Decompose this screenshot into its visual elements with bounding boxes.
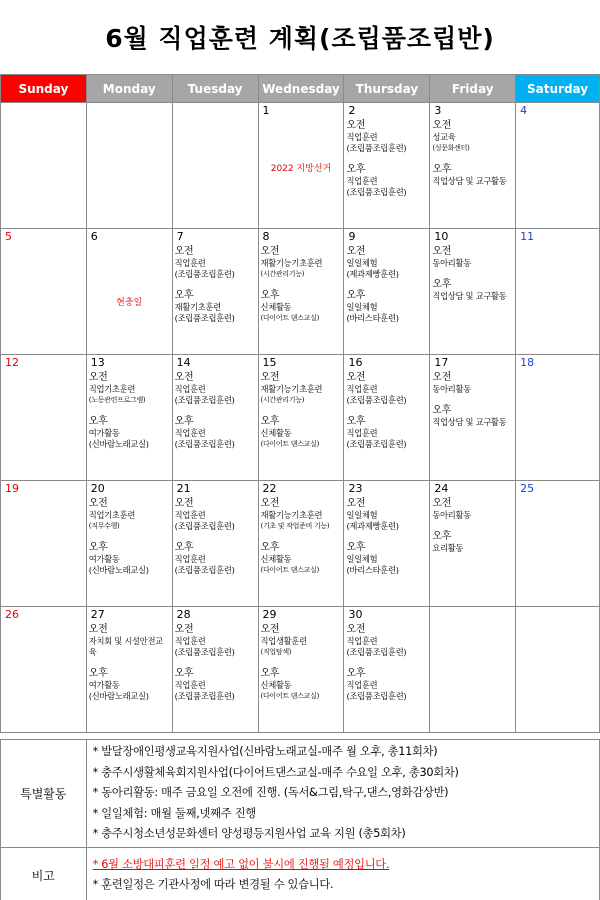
- pm-label: 오후: [88, 416, 108, 427]
- activity-text: 신체활동: [260, 302, 292, 312]
- day-number: 6: [90, 230, 98, 243]
- afternoon-schedule: [261, 532, 342, 576]
- activity-text: (조립품조립훈련): [346, 143, 407, 153]
- day-cell: [172, 103, 258, 229]
- day-cell: [172, 607, 258, 733]
- day-cell: [344, 229, 430, 355]
- day-cell: [258, 481, 344, 607]
- am-label: 오전: [346, 624, 366, 635]
- day-cell: [258, 607, 344, 733]
- activity-text: 직업훈련: [174, 384, 206, 394]
- activity-text: (바리스타훈련): [346, 565, 399, 575]
- activity-text: 재활기능기초훈련: [260, 384, 323, 394]
- am-label: 오전: [432, 246, 452, 257]
- special-activities-label: 특별활동: [1, 740, 87, 848]
- special-activities-list: [86, 740, 599, 848]
- activity-detail: (다이어트 댄스교실): [260, 314, 320, 322]
- week-row: [1, 103, 600, 229]
- activity-text: 직업훈련: [174, 680, 206, 690]
- day-cell: [172, 229, 258, 355]
- am-label: 오전: [260, 624, 280, 635]
- am-label: 오전: [260, 372, 280, 383]
- notes-label: 비고: [1, 847, 87, 900]
- afternoon-schedule: [432, 395, 513, 428]
- spacer: [346, 280, 427, 289]
- morning-schedule: [261, 497, 342, 532]
- calendar-body: [1, 103, 600, 733]
- spacer: [346, 532, 427, 541]
- am-label: 오전: [260, 246, 280, 257]
- activity-text: (바리스타훈련): [346, 313, 399, 323]
- activity-detail: (다이어트 댄스교실): [260, 692, 320, 700]
- calendar-table: [0, 74, 600, 733]
- day-cell: [430, 229, 516, 355]
- pm-label: 오후: [432, 405, 452, 416]
- day-number: 16: [348, 356, 363, 369]
- spacer: [89, 406, 170, 415]
- activity-text: 직업상담 및 교구활동: [432, 417, 507, 427]
- day-cell: [1, 481, 87, 607]
- pm-label: 오후: [346, 164, 366, 175]
- day-number: 24: [434, 482, 449, 495]
- activity-detail: (기초 및 작업준비 기능): [260, 522, 330, 530]
- activity-text: 신체활동: [260, 554, 292, 564]
- special-activity-line: * 발달장애인평생교육지원사업(신바람노래교실-매주 월 오후, 총11회차): [92, 745, 438, 758]
- am-label: 오전: [346, 372, 366, 383]
- activity-detail: (성문화센터): [432, 144, 470, 152]
- day-cell: [516, 103, 600, 229]
- spacer: [432, 521, 513, 530]
- activity-text: 직업상담 및 교구활동: [432, 291, 507, 301]
- afternoon-schedule: [432, 521, 513, 554]
- spacer: [175, 532, 256, 541]
- day-cell: [516, 607, 600, 733]
- activity-text: 성교육: [432, 132, 456, 142]
- holiday-label: 2022 지방선거: [270, 164, 332, 174]
- day-number: 9: [348, 230, 356, 243]
- afternoon-schedule: [261, 658, 342, 702]
- morning-schedule: [432, 119, 513, 154]
- activity-text: (조립품조립훈련): [174, 439, 235, 449]
- pm-label: 오후: [346, 668, 366, 679]
- activity-detail: (시간관리기능): [260, 270, 305, 278]
- day-cell: [1, 229, 87, 355]
- weekday-header-thursday: Thursday: [344, 75, 430, 103]
- activity-text: 여가활동: [88, 680, 120, 690]
- activity-text: 일일체험: [346, 258, 378, 268]
- am-label: 오전: [174, 372, 194, 383]
- morning-schedule: [261, 245, 342, 280]
- day-number: 19: [5, 482, 19, 495]
- activity-text: 자치회 및 시설안전교육: [88, 636, 163, 657]
- spacer: [432, 269, 513, 278]
- day-cell: [86, 481, 172, 607]
- week-row: [1, 607, 600, 733]
- activity-text: 직업생활훈련: [260, 636, 307, 646]
- day-cell: [172, 481, 258, 607]
- special-activity-line: * 일일체험: 매월 둘째,넷째주 진행: [92, 806, 256, 820]
- afternoon-schedule: [89, 406, 170, 450]
- activity-text: 직업훈련: [174, 428, 206, 438]
- day-number: 11: [520, 230, 535, 243]
- day-number: 29: [262, 608, 277, 621]
- morning-schedule: [89, 371, 170, 406]
- day-cell: [86, 103, 172, 229]
- activity-detail: (다이어트 댄스교실): [260, 440, 320, 448]
- special-activity-line: * 충주시청소년성문화센터 양성평등지원사업 교육 지원 (총5회차): [92, 827, 406, 840]
- activity-text: (조립품조립훈련): [346, 439, 407, 449]
- activity-text: 직업기초훈련: [88, 510, 136, 520]
- morning-schedule: [432, 371, 513, 395]
- week-row: [1, 481, 600, 607]
- activity-text: (조립품조립훈련): [174, 269, 235, 279]
- morning-schedule: [175, 371, 256, 406]
- day-cell: [1, 607, 87, 733]
- day-cell: [344, 607, 430, 733]
- day-number: 30: [348, 608, 363, 621]
- pm-label: 오후: [174, 416, 194, 427]
- day-cell: [430, 481, 516, 607]
- afternoon-schedule: [346, 532, 427, 576]
- day-number: 5: [5, 230, 12, 243]
- pm-label: 오후: [432, 279, 452, 290]
- pm-label: 오후: [174, 290, 194, 301]
- activity-text: 직업훈련: [346, 680, 378, 690]
- spacer: [346, 154, 427, 163]
- info-table: [0, 739, 600, 900]
- afternoon-schedule: [432, 154, 513, 187]
- day-number: 4: [520, 104, 528, 117]
- day-cell: [258, 103, 344, 229]
- day-number: 10: [434, 230, 449, 243]
- activity-text: (조립품조립훈련): [346, 691, 407, 701]
- weekday-header-friday: Friday: [430, 75, 516, 103]
- afternoon-schedule: [175, 406, 256, 450]
- am-label: 오전: [432, 120, 452, 131]
- day-number: 2: [348, 104, 356, 117]
- day-number: 8: [262, 230, 270, 243]
- day-number: [3, 104, 84, 119]
- activity-text: 신체활동: [260, 428, 292, 438]
- day-cell: [1, 355, 87, 481]
- spacer: [175, 658, 256, 667]
- afternoon-schedule: [175, 658, 256, 702]
- am-label: 오전: [88, 372, 108, 383]
- activity-text: 직업상담 및 교구활동: [432, 176, 507, 186]
- activity-text: (조립품조립훈련): [174, 395, 235, 405]
- activity-text: 동아리활동: [432, 510, 471, 520]
- activity-text: 일일체험: [346, 302, 378, 312]
- activity-text: (조립품조립훈련): [174, 313, 235, 323]
- activity-text: (조립품조립훈련): [174, 647, 235, 657]
- morning-schedule: [261, 623, 342, 658]
- spacer: [261, 280, 342, 289]
- day-cell: [516, 229, 600, 355]
- afternoon-schedule: [261, 406, 342, 450]
- morning-schedule: [432, 245, 513, 269]
- day-number: 26: [5, 608, 19, 621]
- day-cell: [516, 481, 600, 607]
- activity-text: 직업훈련: [174, 554, 206, 564]
- pm-label: 오후: [260, 416, 280, 427]
- day-number: 13: [90, 356, 105, 369]
- activity-text: 직업훈련: [174, 636, 206, 646]
- afternoon-schedule: [175, 280, 256, 324]
- weekday-header-wednesday: Wednesday: [258, 75, 344, 103]
- day-number: 17: [434, 356, 449, 369]
- day-cell: [86, 355, 172, 481]
- pm-label: 오후: [346, 542, 366, 553]
- activity-text: (조립품조립훈련): [346, 647, 407, 657]
- activity-text: 재활기능기초훈련: [260, 510, 323, 520]
- am-label: 오전: [260, 498, 280, 509]
- spacer: [175, 406, 256, 415]
- weekday-header-sunday: Sunday: [1, 75, 87, 103]
- spacer: [175, 280, 256, 289]
- spacer: [432, 154, 513, 163]
- activity-text: 직업훈련: [174, 510, 206, 520]
- day-number: 23: [348, 482, 363, 495]
- day-cell: [344, 481, 430, 607]
- activity-text: (신바람노래교실): [88, 691, 149, 701]
- afternoon-schedule: [89, 658, 170, 702]
- day-number: 1: [262, 104, 270, 117]
- activity-detail: (직업탐색): [260, 648, 292, 656]
- weekday-header-monday: Monday: [86, 75, 172, 103]
- day-cell: [516, 355, 600, 481]
- afternoon-schedule: [346, 406, 427, 450]
- morning-schedule: [346, 371, 427, 406]
- am-label: 오전: [88, 624, 108, 635]
- pm-label: 오후: [174, 542, 194, 553]
- day-number: 14: [176, 356, 191, 369]
- activity-text: 직업훈련: [346, 384, 378, 394]
- activity-text: 직업훈련: [346, 636, 378, 646]
- activity-text: (조립품조립훈련): [174, 521, 235, 531]
- am-label: 오전: [88, 498, 108, 509]
- day-number: 21: [176, 482, 191, 495]
- morning-schedule: [346, 245, 427, 280]
- day-number: 3: [434, 104, 442, 117]
- activity-text: (제과제빵훈련): [346, 269, 399, 279]
- spacer: [432, 395, 513, 404]
- schedule-change-notice: * 훈련일정은 기관사정에 따라 변경될 수 있습니다.: [92, 878, 334, 891]
- weekday-header-row: [1, 75, 600, 103]
- day-number: 18: [520, 356, 535, 369]
- afternoon-schedule: [261, 280, 342, 324]
- day-cell: [430, 355, 516, 481]
- activity-detail: (직무수행): [88, 522, 120, 530]
- day-cell: [86, 229, 172, 355]
- activity-text: 여가활동: [88, 428, 120, 438]
- activity-text: 일일체험: [346, 510, 378, 520]
- day-number: [89, 104, 170, 119]
- am-label: 오전: [346, 246, 366, 257]
- day-number: 22: [262, 482, 277, 495]
- activity-detail: (시간관리기능): [260, 396, 305, 404]
- afternoon-schedule: [346, 658, 427, 702]
- am-label: 오전: [174, 246, 194, 257]
- weekday-header-saturday: Saturday: [516, 75, 600, 103]
- morning-schedule: [346, 119, 427, 154]
- weekday-header-tuesday: Tuesday: [172, 75, 258, 103]
- activity-text: (신바람노래교실): [88, 439, 149, 449]
- activity-text: 동아리활동: [432, 384, 471, 394]
- activity-text: 일일체험: [346, 554, 378, 564]
- day-cell: [1, 103, 87, 229]
- holiday-label: 현충일: [116, 298, 143, 308]
- day-cell: [258, 355, 344, 481]
- week-row: [1, 229, 600, 355]
- morning-schedule: [346, 623, 427, 658]
- day-number: 25: [520, 482, 535, 495]
- am-label: 오전: [432, 372, 452, 383]
- activity-text: (조립품조립훈련): [174, 691, 235, 701]
- afternoon-schedule: [346, 154, 427, 198]
- activity-text: (조립품조립훈련): [346, 187, 407, 197]
- activity-text: 재활기초훈련: [174, 302, 221, 312]
- morning-schedule: [432, 497, 513, 521]
- day-cell: [430, 103, 516, 229]
- day-number: 27: [90, 608, 105, 621]
- activity-text: 요리활동: [432, 543, 464, 553]
- activity-text: 직업훈련: [346, 176, 378, 186]
- pm-label: 오후: [174, 668, 194, 679]
- day-cell: [258, 229, 344, 355]
- activity-text: 직업기초훈련: [88, 384, 136, 394]
- morning-schedule: [346, 497, 427, 532]
- morning-schedule: [175, 623, 256, 658]
- day-number: [175, 104, 256, 119]
- spacer: [261, 532, 342, 541]
- day-cell: [86, 607, 172, 733]
- afternoon-schedule: [89, 532, 170, 576]
- day-cell: [344, 355, 430, 481]
- day-cell: [172, 355, 258, 481]
- day-cell: [344, 103, 430, 229]
- pm-label: 오후: [346, 416, 366, 427]
- special-activity-line: * 충주시생활체육회지원사업(다이어트댄스교실-매주 수요일 오후, 총30회차): [92, 765, 459, 779]
- activity-text: (조립품조립훈련): [174, 565, 235, 575]
- activity-text: (신바람노래교실): [88, 565, 149, 575]
- pm-label: 오후: [346, 290, 366, 301]
- pm-label: 오후: [432, 531, 452, 542]
- afternoon-schedule: [346, 280, 427, 324]
- morning-schedule: [175, 245, 256, 280]
- pm-label: 오후: [88, 668, 108, 679]
- spacer: [89, 658, 170, 667]
- spacer: [261, 658, 342, 667]
- afternoon-schedule: [175, 532, 256, 576]
- day-number: [432, 608, 513, 623]
- activity-text: 직업훈련: [346, 132, 378, 142]
- activity-text: 직업훈련: [346, 428, 378, 438]
- am-label: 오전: [174, 498, 194, 509]
- week-row: [1, 355, 600, 481]
- am-label: 오전: [174, 624, 194, 635]
- spacer: [346, 658, 427, 667]
- activity-detail: (다이어트 댄스교실): [260, 566, 320, 574]
- pm-label: 오후: [260, 542, 280, 553]
- fire-drill-notice: * 6월 소방대피훈련 일정 예고 없이 불시에 진행될 예정입니다.: [92, 857, 390, 871]
- notes-list: [86, 847, 599, 900]
- am-label: 오전: [346, 120, 366, 131]
- activity-text: 재활기능기초훈련: [260, 258, 323, 268]
- pm-label: 오후: [260, 668, 280, 679]
- day-number: [518, 608, 597, 623]
- morning-schedule: [175, 497, 256, 532]
- activity-text: 신체활동: [260, 680, 292, 690]
- pm-label: 오후: [88, 542, 108, 553]
- spacer: [261, 406, 342, 415]
- day-number: 7: [176, 230, 184, 243]
- morning-schedule: [89, 623, 170, 658]
- page-title: 6월 직업훈련 계획(조립품조립반): [105, 24, 495, 53]
- activity-text: (제과제빵훈련): [346, 521, 399, 531]
- activity-text: (조립품조립훈련): [346, 395, 407, 405]
- activity-detail: (노동관련프로그램): [88, 396, 146, 404]
- afternoon-schedule: [432, 269, 513, 302]
- spacer: [346, 406, 427, 415]
- day-cell: [430, 607, 516, 733]
- am-label: 오전: [346, 498, 366, 509]
- day-number: 20: [90, 482, 105, 495]
- day-number: 12: [5, 356, 19, 369]
- morning-schedule: [261, 371, 342, 406]
- pm-label: 오후: [432, 164, 452, 175]
- spacer: [89, 532, 170, 541]
- activity-text: 동아리활동: [432, 258, 471, 268]
- special-activity-line: * 동아리활동: 매주 금요일 오전에 진행. (독서&그림,탁구,댄스,영화감상반): [92, 786, 449, 799]
- day-number: 15: [262, 356, 277, 369]
- day-number: 28: [176, 608, 191, 621]
- activity-text: 여가활동: [88, 554, 120, 564]
- pm-label: 오후: [260, 290, 280, 301]
- am-label: 오전: [432, 498, 452, 509]
- morning-schedule: [89, 497, 170, 532]
- activity-text: 직업훈련: [174, 258, 206, 268]
